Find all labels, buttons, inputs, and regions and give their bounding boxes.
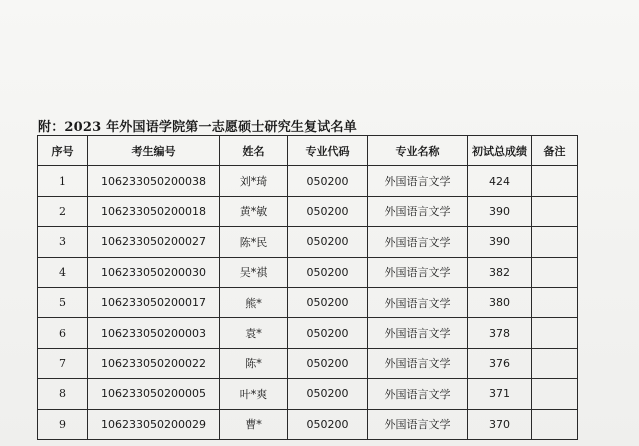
cell-name: 袁* <box>220 318 288 348</box>
cell-initial-score: 370 <box>468 409 532 439</box>
cell-serial: 9 <box>38 409 88 439</box>
table-row <box>38 409 578 439</box>
cell-major-name: 外国语言文学 <box>368 166 468 196</box>
table-row <box>38 379 578 409</box>
table-header-row <box>38 136 578 166</box>
header-major-code: 专业代码 <box>288 136 368 166</box>
cell-serial: 4 <box>38 257 88 287</box>
cell-major-code: 050200 <box>288 409 368 439</box>
cell-serial: 1 <box>38 166 88 196</box>
cell-remarks <box>532 257 578 287</box>
cell-initial-score: 371 <box>468 379 532 409</box>
cell-initial-score: 380 <box>468 287 532 317</box>
cell-name: 黄*敏 <box>220 196 288 226</box>
cell-serial: 3 <box>38 227 88 257</box>
cell-name: 曹* <box>220 409 288 439</box>
header-remarks: 备注 <box>532 136 578 166</box>
candidate-table <box>37 135 578 440</box>
table-row <box>38 227 578 257</box>
cell-major-code: 050200 <box>288 227 368 257</box>
cell-initial-score: 378 <box>468 318 532 348</box>
cell-major-name: 外国语言文学 <box>368 318 468 348</box>
cell-serial: 8 <box>38 379 88 409</box>
cell-remarks <box>532 287 578 317</box>
cell-initial-score: 382 <box>468 257 532 287</box>
cell-name: 叶*爽 <box>220 379 288 409</box>
cell-remarks <box>532 348 578 378</box>
cell-major-code: 050200 <box>288 166 368 196</box>
cell-major-code: 050200 <box>288 318 368 348</box>
cell-serial: 7 <box>38 348 88 378</box>
table-row <box>38 348 578 378</box>
cell-major-name: 外国语言文学 <box>368 257 468 287</box>
cell-remarks <box>532 318 578 348</box>
table-row <box>38 318 578 348</box>
cell-major-code: 050200 <box>288 348 368 378</box>
cell-major-name: 外国语言文学 <box>368 227 468 257</box>
cell-remarks <box>532 409 578 439</box>
table-row <box>38 196 578 226</box>
cell-serial: 5 <box>38 287 88 317</box>
cell-candidate-id: 106233050200038 <box>88 166 220 196</box>
cell-major-name: 外国语言文学 <box>368 287 468 317</box>
cell-name: 熊* <box>220 287 288 317</box>
cell-candidate-id: 106233050200027 <box>88 227 220 257</box>
cell-major-code: 050200 <box>288 196 368 226</box>
cell-candidate-id: 106233050200030 <box>88 257 220 287</box>
header-name: 姓名 <box>220 136 288 166</box>
cell-initial-score: 376 <box>468 348 532 378</box>
header-major-name: 专业名称 <box>368 136 468 166</box>
cell-name: 陈* <box>220 348 288 378</box>
cell-major-code: 050200 <box>288 287 368 317</box>
cell-major-name: 外国语言文学 <box>368 348 468 378</box>
cell-candidate-id: 106233050200029 <box>88 409 220 439</box>
cell-remarks <box>532 379 578 409</box>
cell-major-name: 外国语言文学 <box>368 196 468 226</box>
cell-name: 吴*祺 <box>220 257 288 287</box>
table-row <box>38 166 578 196</box>
table-row <box>38 257 578 287</box>
cell-major-name: 外国语言文学 <box>368 409 468 439</box>
cell-name: 陈*民 <box>220 227 288 257</box>
cell-candidate-id: 106233050200003 <box>88 318 220 348</box>
cell-major-code: 050200 <box>288 379 368 409</box>
cell-initial-score: 390 <box>468 196 532 226</box>
header-candidate-id: 考生编号 <box>88 136 220 166</box>
cell-remarks <box>532 227 578 257</box>
cell-remarks <box>532 196 578 226</box>
cell-name: 刘*琦 <box>220 166 288 196</box>
document-title: 附：2023 年外国语学院第一志愿硕士研究生复试名单 <box>38 120 357 135</box>
cell-initial-score: 424 <box>468 166 532 196</box>
header-initial-score: 初试总成绩 <box>468 136 532 166</box>
cell-serial: 6 <box>38 318 88 348</box>
cell-candidate-id: 106233050200018 <box>88 196 220 226</box>
cell-serial: 2 <box>38 196 88 226</box>
header-serial: 序号 <box>38 136 88 166</box>
cell-remarks <box>532 166 578 196</box>
cell-candidate-id: 106233050200022 <box>88 348 220 378</box>
cell-major-name: 外国语言文学 <box>368 379 468 409</box>
cell-candidate-id: 106233050200017 <box>88 287 220 317</box>
cell-initial-score: 390 <box>468 227 532 257</box>
cell-major-code: 050200 <box>288 257 368 287</box>
table-row <box>38 287 578 317</box>
cell-candidate-id: 106233050200005 <box>88 379 220 409</box>
